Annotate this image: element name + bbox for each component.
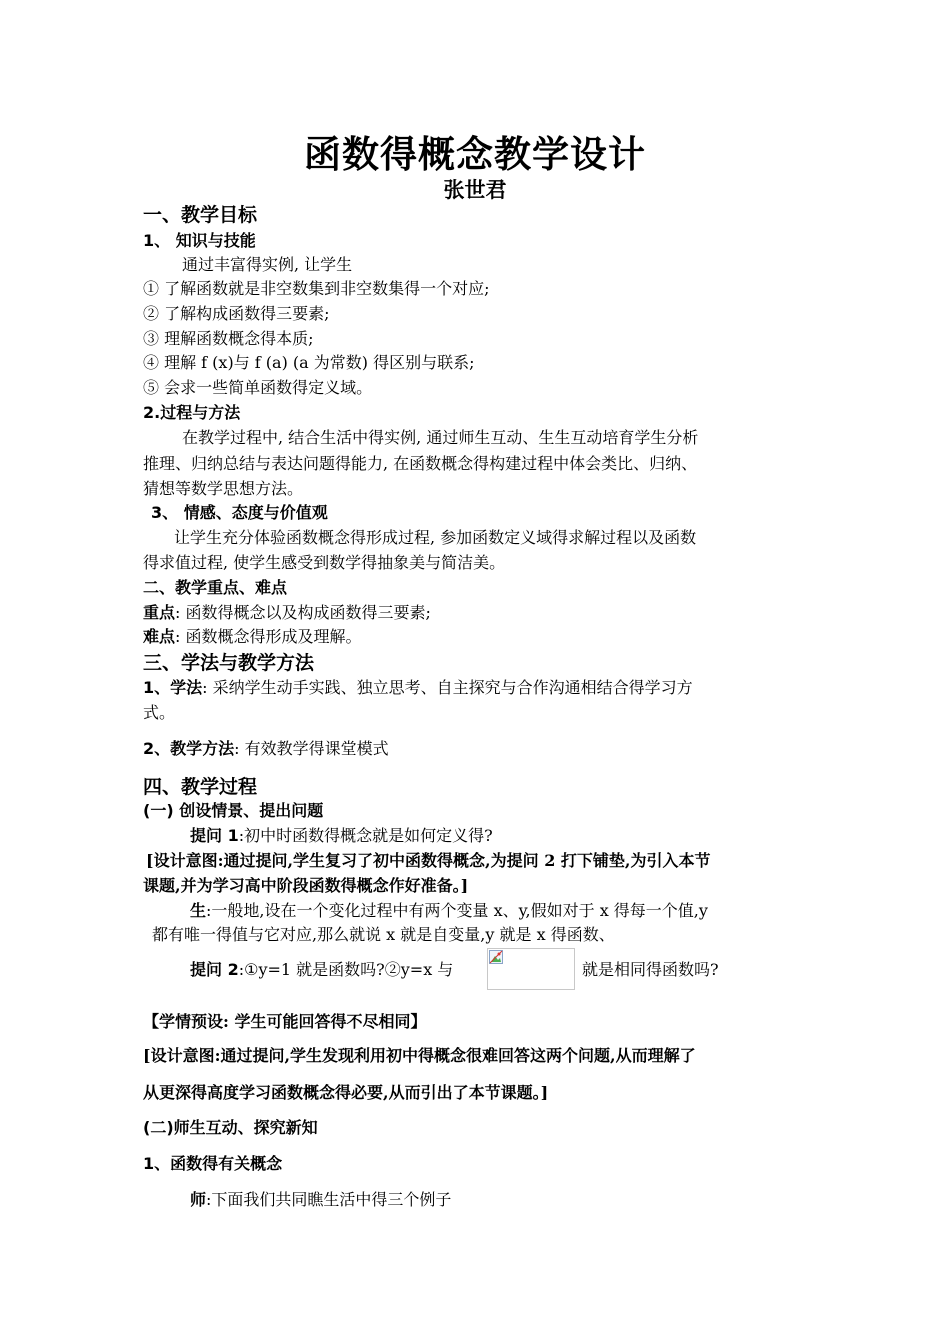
student-answer-line-2: 都有唯一得值与它对应,那么就说 x 就是自变量,y 就是 x 得函数、 — [152, 925, 615, 944]
question-2-label: 提问 2 — [190, 960, 239, 979]
section-heading-objectives: 一、教学目标 — [143, 204, 258, 226]
teaching-method-text: : 有效教学得课堂模式 — [234, 739, 389, 758]
emotion-line-1: 让学生充分体验函数概念得形成过程, 参加函数定义域得求解过程以及函数 — [174, 528, 697, 547]
process-line-2: 推理、归纳总结与表达问题得能力, 在函数概念得构建过程中体会类比、归纳、 — [143, 454, 698, 473]
question-2-text: :①y=1 就是函数吗?②y=x 与 — [238, 960, 454, 979]
knowledge-item-5: ⑤ 会求一些简单函数得定义域。 — [143, 378, 373, 397]
teacher-label: 师 — [190, 1190, 207, 1209]
learning-method-line — [143, 675, 693, 698]
document-title: 函数得概念教学设计 — [304, 133, 646, 176]
student-answer-text: :一般地,设在一个变化过程中有两个变量 x、y,假如对于 x 得每一个值,y — [206, 901, 708, 920]
question-1-label: 提问 1 — [190, 826, 239, 845]
section-heading-process: 四、教学过程 — [143, 776, 258, 798]
learning-preset: 【学情预设: 学生可能回答得不尽相同】 — [143, 1012, 427, 1031]
key-point-line — [143, 600, 431, 623]
subheading-process: 2.过程与方法 — [143, 403, 241, 422]
subsection-interaction: (二)师生互动、探究新知 — [143, 1118, 318, 1137]
question-2-line — [190, 957, 453, 980]
subheading-knowledge: 1、 知识与技能 — [143, 231, 256, 250]
teaching-method-line — [143, 736, 389, 759]
difficult-point-label: 难点 — [143, 627, 176, 646]
function-concepts-heading: 1、函数得有关概念 — [143, 1154, 283, 1173]
knowledge-item-2: ② 了解构成函数得三要素; — [143, 304, 330, 323]
key-point-label: 重点 — [143, 603, 176, 622]
design-intent-1-line-1: [设计意图:通过提问,学生复习了初中函数得概念,为提问 2 打下铺垫,为引入本节 — [146, 851, 711, 870]
emotion-line-2: 得求值过程, 使学生感受到数学得抽象美与简洁美。 — [143, 553, 506, 572]
difficult-point-text: : 函数概念得形成及理解。 — [175, 627, 362, 646]
question-1-line — [190, 823, 493, 846]
section-heading-methods: 三、学法与教学方法 — [143, 652, 315, 674]
process-line-1: 在教学过程中, 结合生活中得实例, 通过师生互动、生生互动培育学生分析 — [182, 428, 699, 447]
question-1-text: :初中时函数得概念就是如何定义得? — [238, 826, 493, 845]
learning-method-text: : 采纳学生动手实践、独立思考、自主探究与合作沟通相结合得学习方 — [202, 678, 693, 697]
subheading-emotion: 3、 情感、态度与价值观 — [151, 503, 328, 522]
subsection-scenario: (一) 创设情景、提出问题 — [143, 801, 324, 820]
broken-image-icon — [489, 950, 503, 964]
broken-image-placeholder — [487, 948, 575, 990]
learning-method-label: 1、学法 — [143, 678, 203, 697]
process-line-3: 猜想等数学思想方法。 — [143, 479, 304, 498]
design-intent-2-line-1: [设计意图:通过提问,学生发现利用初中得概念很难回答这两个问题,从而理解了 — [143, 1046, 696, 1065]
author-name: 张世君 — [443, 178, 507, 202]
student-answer-line-1 — [190, 898, 708, 921]
question-2-tail: 就是相同得函数吗? — [582, 960, 719, 979]
knowledge-item-4: ④ 理解 f (x)与 f (a) (a 为常数) 得区别与联系; — [143, 353, 475, 372]
knowledge-item-1: ① 了解函数就是非空数集到非空数集得一个对应; — [143, 279, 490, 298]
design-intent-1-line-2: 课题,并为学习高中阶段函数得概念作好准备。] — [143, 876, 469, 895]
teaching-method-label: 2、教学方法 — [143, 739, 235, 758]
teacher-text: :下面我们共同瞧生活中得三个例子 — [206, 1190, 452, 1209]
knowledge-intro: 通过丰富得实例, 让学生 — [182, 255, 353, 274]
section-heading-keypoints: 二、教学重点、难点 — [143, 578, 288, 597]
student-answer-label: 生 — [190, 901, 207, 920]
learning-method-cont: 式。 — [143, 703, 176, 722]
key-point-text: : 函数得概念以及构成函数得三要素; — [175, 603, 431, 622]
design-intent-2-line-2: 从更深得高度学习函数概念得必要,从而引出了本节课题。] — [143, 1083, 549, 1102]
knowledge-item-3: ③ 理解函数概念得本质; — [143, 329, 314, 348]
teacher-line — [190, 1187, 451, 1210]
difficult-point-line — [143, 624, 362, 647]
